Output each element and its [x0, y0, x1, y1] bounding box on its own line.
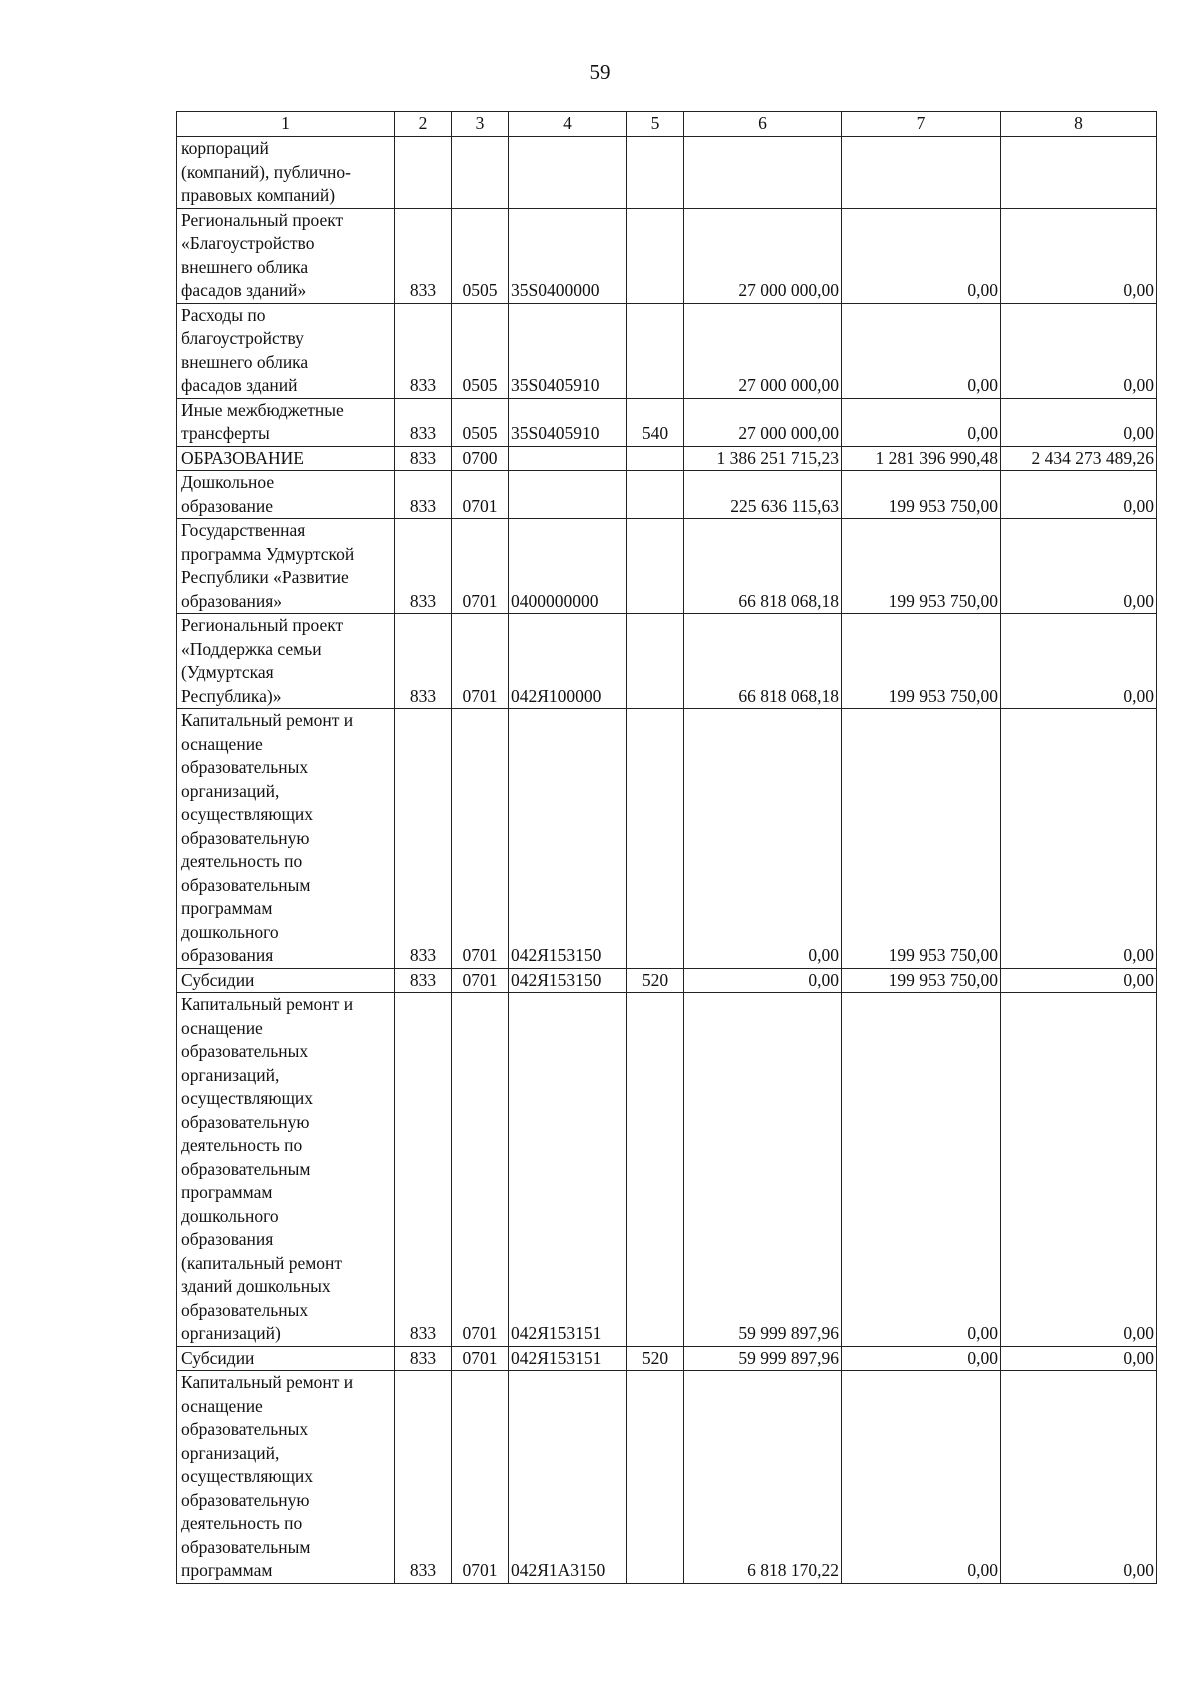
cell-expense-type: [627, 208, 684, 303]
cell-ministry-code: 833: [395, 398, 452, 446]
cell-amount-col8: 2 434 273 489,26: [1001, 446, 1157, 471]
cell-amount-col6: 59 999 897,96: [684, 1346, 842, 1371]
table-row: [177, 1371, 1157, 1584]
row-name: Иные межбюджетные трансферты: [177, 398, 395, 446]
cell-ministry-code: 833: [395, 968, 452, 993]
cell-section-code: 0701: [452, 1346, 509, 1371]
table-row: [177, 303, 1157, 398]
cell-section-code: 0701: [452, 1371, 509, 1584]
cell-ministry-code: 833: [395, 1371, 452, 1584]
cell-amount-col8: 0,00: [1001, 471, 1157, 519]
row-name: Капитальный ремонт и оснащение образовательных организаций, осуществляющих образовательную деятельность по образовательным программам: [177, 1371, 395, 1584]
cell-ministry-code: [395, 137, 452, 209]
cell-amount-col6: [684, 137, 842, 209]
table-row: [177, 208, 1157, 303]
row-name: Региональный проект «Поддержка семьи (Удмуртская Республика)»: [177, 614, 395, 709]
cell-amount-col6: 0,00: [684, 968, 842, 993]
cell-expense-type: 540: [627, 398, 684, 446]
row-name: Субсидии: [177, 1346, 395, 1371]
table-row: [177, 398, 1157, 446]
cell-target-code: 042Я100000: [509, 614, 627, 709]
row-name: ОБРАЗОВАНИЕ: [177, 446, 395, 471]
cell-section-code: 0701: [452, 471, 509, 519]
cell-amount-col7: 0,00: [842, 303, 1001, 398]
cell-section-code: 0701: [452, 614, 509, 709]
cell-amount-col7: 199 953 750,00: [842, 519, 1001, 614]
cell-amount-col8: 0,00: [1001, 208, 1157, 303]
cell-section-code: 0505: [452, 208, 509, 303]
cell-target-code: 042Я153150: [509, 968, 627, 993]
row-name: корпораций (компаний), публично- правовых компаний): [177, 137, 395, 209]
table-row: [177, 968, 1157, 993]
cell-amount-col8: 0,00: [1001, 614, 1157, 709]
cell-section-code: 0701: [452, 968, 509, 993]
column-header: 2: [395, 112, 452, 137]
cell-ministry-code: 833: [395, 303, 452, 398]
cell-target-code: 042Я153150: [509, 709, 627, 969]
row-name: Дошкольное образование: [177, 471, 395, 519]
cell-expense-type: [627, 519, 684, 614]
cell-ministry-code: 833: [395, 446, 452, 471]
table-row: [177, 1346, 1157, 1371]
cell-amount-col7: 199 953 750,00: [842, 614, 1001, 709]
row-name: Субсидии: [177, 968, 395, 993]
cell-amount-col7: 0,00: [842, 993, 1001, 1347]
cell-expense-type: [627, 993, 684, 1347]
column-header: 1: [177, 112, 395, 137]
cell-expense-type: [627, 709, 684, 969]
cell-amount-col7: 0,00: [842, 1346, 1001, 1371]
cell-expense-type: [627, 446, 684, 471]
cell-amount-col8: 0,00: [1001, 993, 1157, 1347]
cell-amount-col8: 0,00: [1001, 303, 1157, 398]
cell-amount-col7: [842, 137, 1001, 209]
cell-target-code: 35S0405910: [509, 398, 627, 446]
cell-section-code: 0505: [452, 303, 509, 398]
cell-target-code: [509, 137, 627, 209]
table-row: [177, 709, 1157, 969]
row-name: Капитальный ремонт и оснащение образовательных организаций, осуществляющих образовательную деятельность по образовательным программам дошкольного образования: [177, 709, 395, 969]
cell-amount-col6: 59 999 897,96: [684, 993, 842, 1347]
cell-target-code: 042Я153151: [509, 1346, 627, 1371]
cell-expense-type: [627, 471, 684, 519]
cell-amount-col7: 0,00: [842, 398, 1001, 446]
cell-expense-type: 520: [627, 968, 684, 993]
cell-expense-type: [627, 1371, 684, 1584]
cell-target-code: 35S0400000: [509, 208, 627, 303]
column-header: 6: [684, 112, 842, 137]
cell-amount-col8: 0,00: [1001, 519, 1157, 614]
column-header: 7: [842, 112, 1001, 137]
cell-ministry-code: 833: [395, 709, 452, 969]
table-row: [177, 519, 1157, 614]
cell-section-code: [452, 137, 509, 209]
cell-amount-col7: 199 953 750,00: [842, 471, 1001, 519]
table-row: [177, 614, 1157, 709]
cell-amount-col8: 0,00: [1001, 709, 1157, 969]
cell-expense-type: 520: [627, 1346, 684, 1371]
cell-amount-col8: [1001, 137, 1157, 209]
cell-amount-col8: 0,00: [1001, 1346, 1157, 1371]
column-header: 3: [452, 112, 509, 137]
column-header: 4: [509, 112, 627, 137]
row-name: Расходы по благоустройству внешнего облика фасадов зданий: [177, 303, 395, 398]
cell-section-code: 0701: [452, 993, 509, 1347]
cell-ministry-code: 833: [395, 471, 452, 519]
cell-amount-col7: 0,00: [842, 1371, 1001, 1584]
cell-target-code: 042Я1А3150: [509, 1371, 627, 1584]
column-header: 5: [627, 112, 684, 137]
cell-target-code: [509, 471, 627, 519]
table-row: [177, 993, 1157, 1347]
cell-ministry-code: 833: [395, 993, 452, 1347]
cell-target-code: 0400000000: [509, 519, 627, 614]
cell-amount-col6: 0,00: [684, 709, 842, 969]
row-name: Капитальный ремонт и оснащение образовательных организаций, осуществляющих образовательную деятельность по образовательным программам дошкольного образования (капитальный ремонт зданий дошкольных образовательных организаций): [177, 993, 395, 1347]
cell-section-code: 0701: [452, 519, 509, 614]
cell-section-code: 0505: [452, 398, 509, 446]
cell-expense-type: [627, 137, 684, 209]
cell-amount-col6: 6 818 170,22: [684, 1371, 842, 1584]
cell-amount-col6: 27 000 000,00: [684, 208, 842, 303]
column-header: 8: [1001, 112, 1157, 137]
row-name: Государственная программа Удмуртской Республики «Развитие образования»: [177, 519, 395, 614]
cell-target-code: 042Я153151: [509, 993, 627, 1347]
cell-amount-col8: 0,00: [1001, 398, 1157, 446]
cell-ministry-code: 833: [395, 208, 452, 303]
cell-section-code: 0700: [452, 446, 509, 471]
table-row: [177, 471, 1157, 519]
table-row: [177, 137, 1157, 209]
budget-table: [176, 111, 1157, 1584]
cell-ministry-code: 833: [395, 1346, 452, 1371]
cell-amount-col6: 1 386 251 715,23: [684, 446, 842, 471]
cell-amount-col6: 27 000 000,00: [684, 398, 842, 446]
cell-amount-col6: 66 818 068,18: [684, 519, 842, 614]
cell-section-code: 0701: [452, 709, 509, 969]
page-number: 59: [589, 60, 611, 84]
cell-amount-col7: 1 281 396 990,48: [842, 446, 1001, 471]
cell-amount-col7: 199 953 750,00: [842, 968, 1001, 993]
cell-amount-col6: 27 000 000,00: [684, 303, 842, 398]
row-name: Региональный проект «Благоустройство внешнего облика фасадов зданий»: [177, 208, 395, 303]
cell-ministry-code: 833: [395, 519, 452, 614]
cell-amount-col6: 225 636 115,63: [684, 471, 842, 519]
cell-ministry-code: 833: [395, 614, 452, 709]
cell-amount-col7: 199 953 750,00: [842, 709, 1001, 969]
cell-amount-col6: 66 818 068,18: [684, 614, 842, 709]
cell-expense-type: [627, 614, 684, 709]
cell-amount-col7: 0,00: [842, 208, 1001, 303]
cell-amount-col8: 0,00: [1001, 968, 1157, 993]
header-row: [177, 112, 1157, 137]
cell-expense-type: [627, 303, 684, 398]
cell-target-code: [509, 446, 627, 471]
table-row: [177, 446, 1157, 471]
cell-target-code: 35S0405910: [509, 303, 627, 398]
cell-amount-col8: 0,00: [1001, 1371, 1157, 1584]
